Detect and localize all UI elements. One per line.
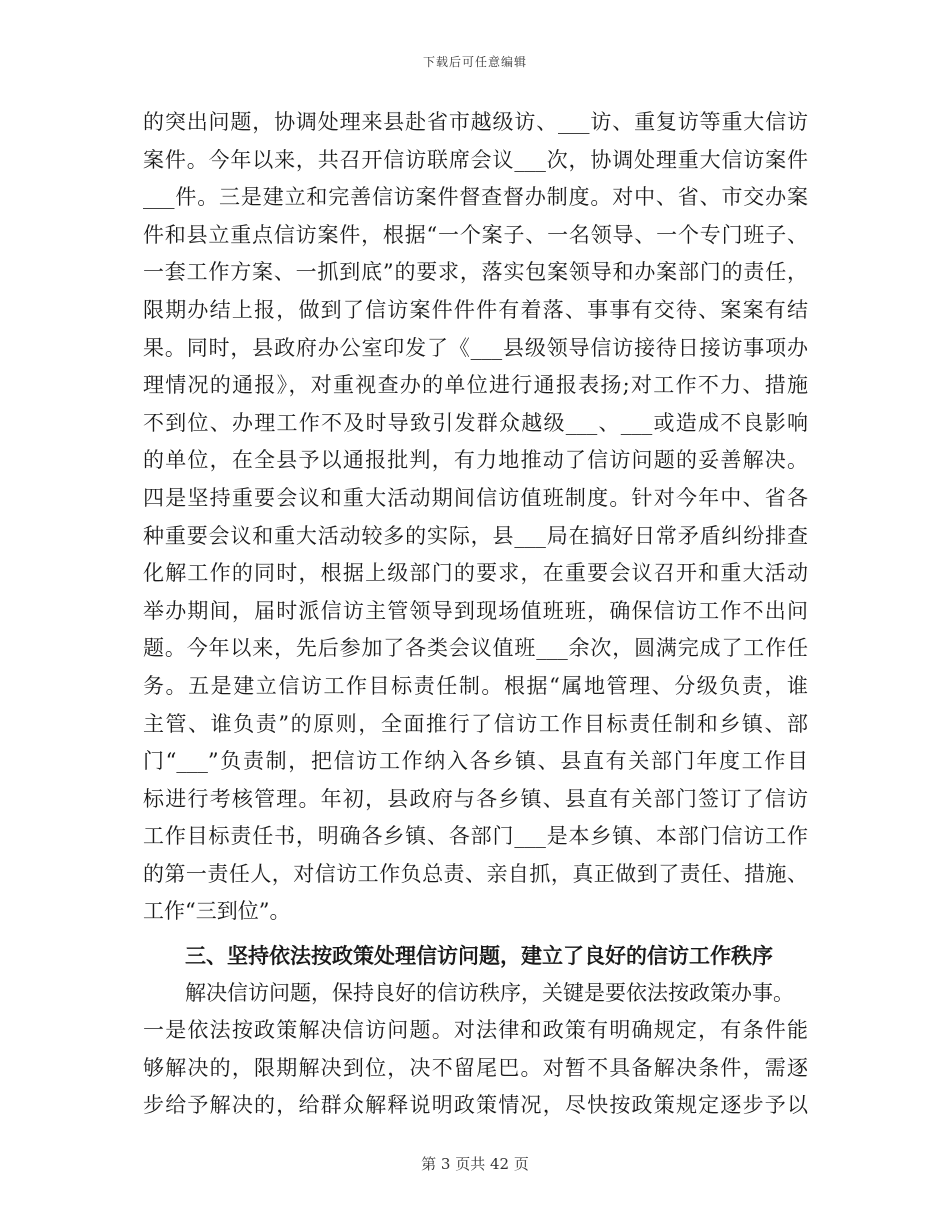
body-line: 主管、谁负责”的原则，全面推行了信访工作目标责任制和乡镇、部 xyxy=(143,711,808,736)
document-body xyxy=(143,104,808,1125)
body-line: 工作目标责任书，明确各乡镇、各部门___是本乡镇、本部门信访工作 xyxy=(143,824,808,849)
body-line: 的突出问题，协调处理来县赴省市越级访、___访、重复访等重大信访 xyxy=(143,110,808,134)
body-line: 化解工作的同时，根据上级部门的要求，在重要会议召开和重大活动 xyxy=(143,561,808,586)
body-line: 的单位，在全县予以通报批判，有力地推动了信访问题的妥善解决。 xyxy=(143,448,808,473)
body-line: 举办期间，届时派信访主管领导到现场值班班，确保信访工作不出问 xyxy=(143,598,808,623)
body-line: ___件。三是建立和完善信访案件督查督办制度。对中、省、市交办案 xyxy=(143,185,808,210)
body-line: 不到位、办理工作不及时导致引发群众越级___、___或造成不良影响 xyxy=(143,410,808,435)
body-line: 门“___”负责制，把信访工作纳入各乡镇、县直有关部门年度工作目 xyxy=(143,749,808,774)
body-line: 够解决的，限期解决到位，决不留尾巴。对暂不具备解决条件，需逐 xyxy=(143,1055,808,1080)
body-line: 的第一责任人，对信访工作负总责、亲自抓，真正做到了责任、措施、 xyxy=(143,861,808,886)
page-header-note: 下载后可任意编辑 xyxy=(422,55,527,69)
body-line: 果。同时，县政府办公室印发了《___县级领导信访接待日接访事项办 xyxy=(143,335,808,360)
body-line: 务。五是建立信访工作目标责任制。根据“属地管理、分级负责，谁 xyxy=(143,673,808,698)
body-line: 案件。今年以来，共召开信访联席会议___次，协调处理重大信访案件 xyxy=(143,147,808,172)
body-line: 限期办结上报，做到了信访案件件件有着落、事事有交待、案案有结 xyxy=(143,297,808,322)
body-line: 解决信访问题，保持良好的信访秩序，关键是要依法按政策办事。 xyxy=(185,980,794,1005)
body-line: 标进行考核管理。年初，县政府与各乡镇、县直有关部门签订了信访 xyxy=(143,786,808,811)
page-number: 第 3 页共 42 页 xyxy=(421,1155,529,1173)
body-line: 种重要会议和重大活动较多的实际，县___局在搞好日常矛盾纠纷排查 xyxy=(143,523,808,548)
body-line: 件和县立重点信访案件，根据“一个案子、一名领导、一个专门班子、 xyxy=(143,222,808,247)
body-line: 工作“三到位”。 xyxy=(143,899,291,924)
body-line: 一是依法按政策解决信访问题。对法律和政策有明确规定，有条件能 xyxy=(143,1018,808,1043)
body-line: 步给予解决的，给群众解释说明政策情况，尽快按政策规定逐步予以 xyxy=(143,1093,808,1118)
body-line: 一套工作方案、一抓到底”的要求，落实包案领导和办案部门的责任， xyxy=(143,260,808,285)
body-line: 题。今年以来，先后参加了各类会议值班___余次，圆满完成了工作任 xyxy=(143,636,808,661)
body-line: 四是坚持重要会议和重大活动期间信访值班制度。针对今年中、省各 xyxy=(143,485,808,510)
body-line: 理情况的通报》，对重视查办的单位进行通报表扬;对工作不力、措施 xyxy=(143,373,808,398)
section-heading: 三、坚持依法按政策处理信访问题，建立了良好的信访工作秩序 xyxy=(185,943,773,969)
